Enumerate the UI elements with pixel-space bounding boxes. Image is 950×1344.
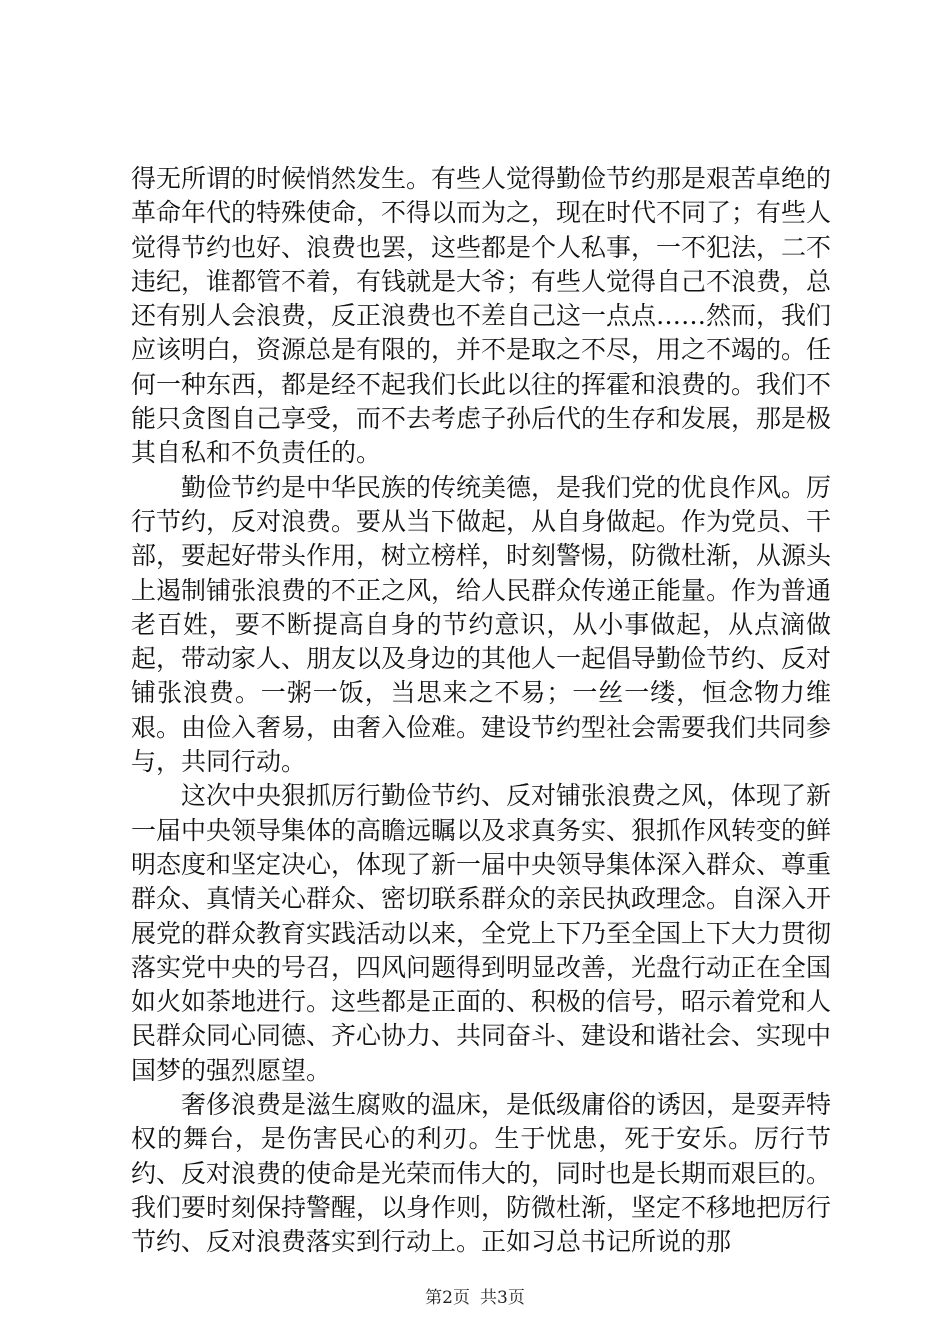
document-body [131, 162, 831, 1260]
paragraph-3: 这次中央狠抓厉行勤俭节约、反对铺张浪费之风，体现了新一届中央领导集体的高瞻远瞩以及求真务实、狠抓作风转变的鲜明态度和坚定决心，体现了新一届中央领导集体深入群众、尊重群众、真情关心群众、密切联系群众的亲民执政理念。自深入开展党的群众教育实践活动以来，全党上下乃至全国上下大力贯彻落实党中央的号召，四风问题得到明显改善，光盘行动正在全国如火如荼地进行。这些都是正面的、积极的信号，昭示着党和人民群众同心同德、齐心协力、共同奋斗、建设和谐社会、实现中国梦的强烈愿望。 [131, 781, 832, 1085]
page-number-total: 共3页 [480, 1288, 525, 1308]
paragraph-2: 勤俭节约是中华民族的传统美德，是我们党的优良作风。厉行节约，反对浪费。要从当下做起，从自身做起。作为党员、干部，要起好带头作用，树立榜样，时刻警惕，防微杜渐，从源头上遏制铺张浪费的不正之风，给人民群众传递正能量。作为普通老百姓，要不断提高自身的节约意识，从小事做起，从点滴做起，带动家人、朋友以及身边的其他人一起倡导勤俭节约、反对铺张浪费。一粥一饭，当思来之不易；一丝一缕，恒念物力维艰。由俭入奢易，由奢入俭难。建设节约型社会需要我们共同参与，共同行动。 [131, 472, 832, 777]
paragraph-1: 得无所谓的时候悄然发生。有些人觉得勤俭节约那是艰苦卓绝的革命年代的特殊使命，不得以而为之，现在时代不同了；有些人觉得节约也好、浪费也罢，这些都是个人私事，一不犯法，二不违纪，谁都管不着，有钱就是大爷；有些人觉得自己不浪费，总还有别人会浪费，反正浪费也不差自己这一点点……然而，我们应该明白，资源总是有限的，并不是取之不尽，用之不竭的。任何一种东西，都是经不起我们长此以往的挥霍和浪费的。我们不能只贪图自己享受，而不去考虑子孙后代的生存和发展，那是极其自私和不负责任的。 [131, 164, 832, 468]
page-footer [0, 1283, 950, 1308]
paragraph-4: 奢侈浪费是滋生腐败的温床，是低级庸俗的诱因，是耍弄特权的舞台，是伤害民心的利刃。生于忧患，死于安乐。厉行节约、反对浪费的使命是光荣而伟大的，同时也是长期而艰巨的。我们要时刻保持警醒，以身作则，防微杜渐，坚定不移地把厉行节约、反对浪费落实到行动上。正如习总书记所说的那 [131, 1090, 832, 1257]
page-number-current: 第2页 [425, 1288, 470, 1308]
